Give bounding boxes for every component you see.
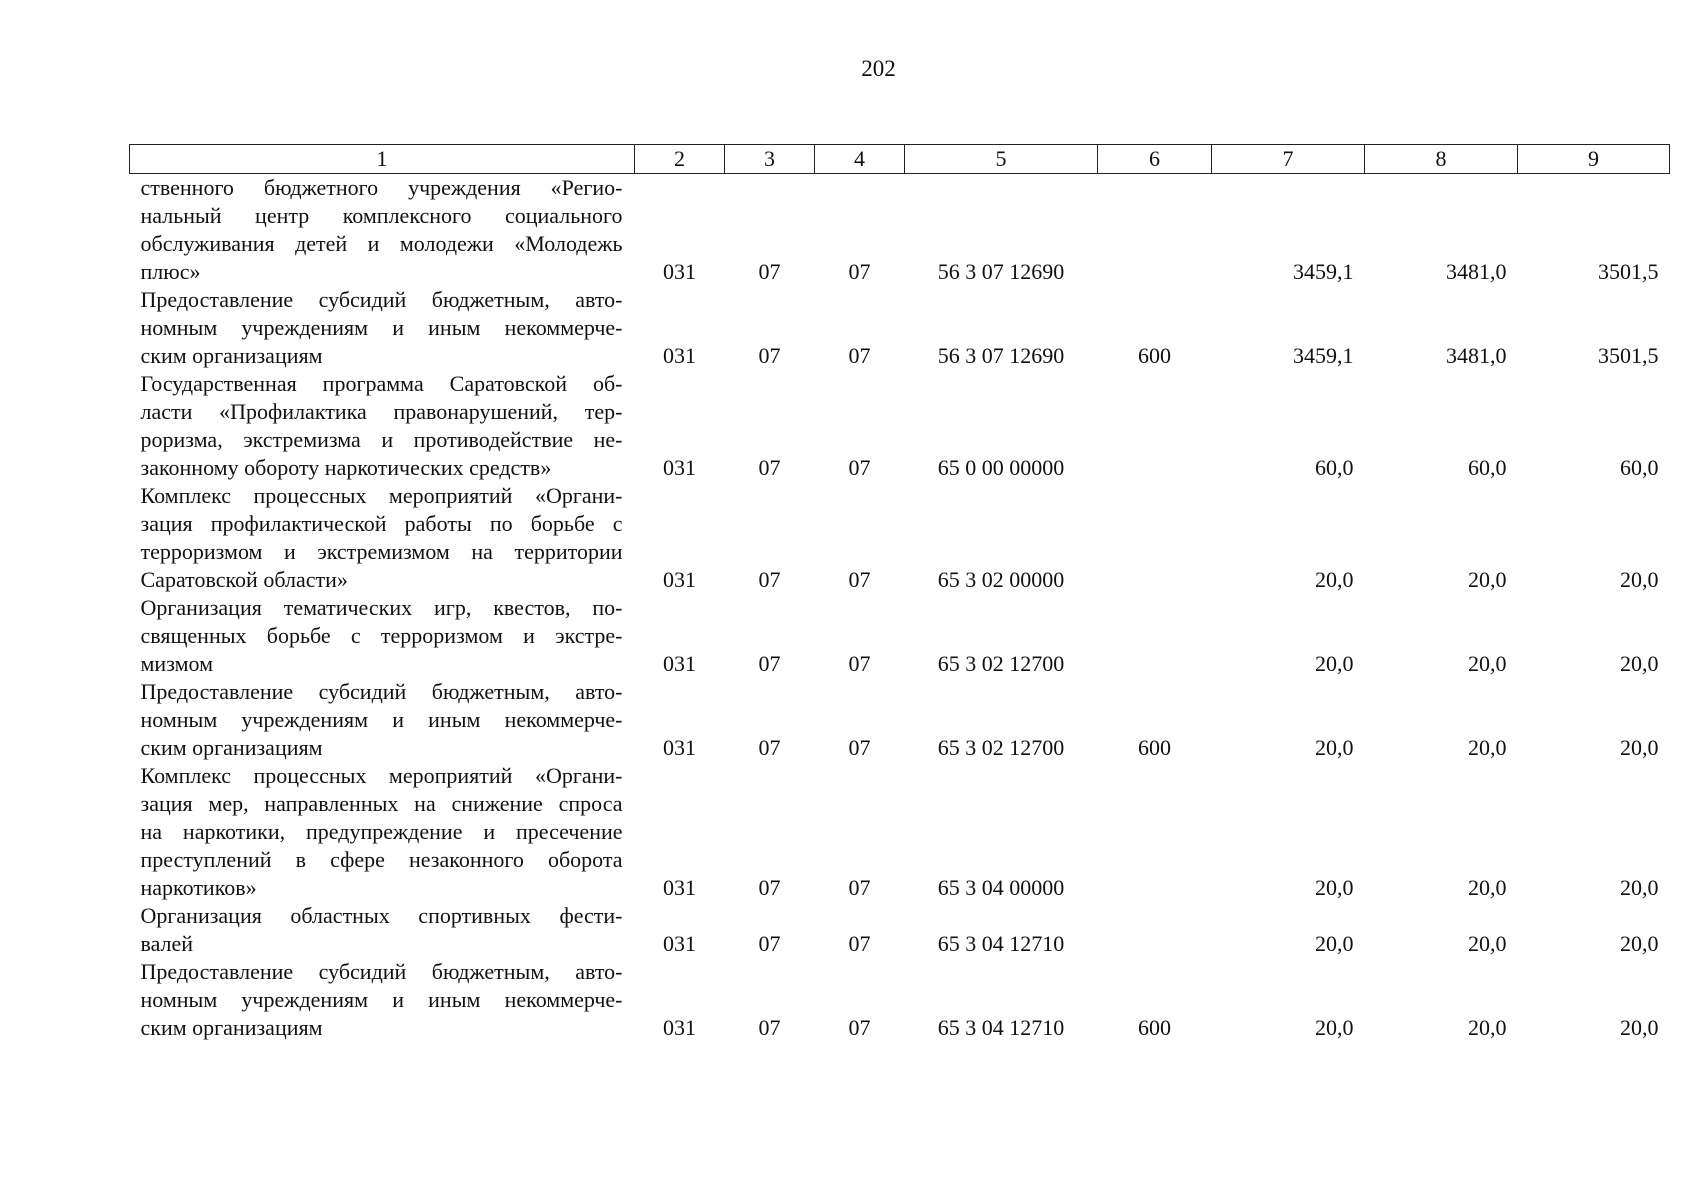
cell-description (130, 286, 635, 370)
cell-description (130, 174, 635, 287)
column-header-3: 3 (725, 145, 815, 174)
description-line: номным учреждениям и иным некоммерче- (140, 987, 623, 1012)
cell-description (130, 902, 635, 958)
table-row (130, 762, 1670, 902)
cell-grbs: 031 (663, 567, 696, 592)
cell-amount-year3: 20,0 (1620, 875, 1659, 900)
cell-description (130, 762, 635, 902)
table-row (130, 370, 1670, 482)
column-header-6: 6 (1098, 145, 1212, 174)
column-header-2: 2 (635, 145, 725, 174)
cell-description (130, 482, 635, 594)
cell-amount-year2: 3481,0 (1446, 343, 1507, 368)
cell-expense-type (1098, 902, 1212, 958)
cell-subsection: 07 (848, 343, 871, 368)
cell-amount-year1: 20,0 (1315, 1015, 1354, 1040)
description-line: обслуживания детей и молодежи «Молодежь (140, 231, 623, 256)
cell-target-article: 65 3 04 00000 (937, 875, 1065, 900)
description-line: наркотиков» (140, 875, 257, 900)
description-line: Предоставление субсидий бюджетным, авто- (140, 959, 623, 984)
cell-expense-type: 600 (1138, 1015, 1171, 1040)
cell-amount-year3: 3501,5 (1598, 259, 1659, 284)
description-line: Комплекс процессных мероприятий «Органи- (140, 763, 623, 788)
cell-amount-year3: 60,0 (1620, 455, 1659, 480)
cell-subsection: 07 (848, 455, 871, 480)
cell-grbs: 031 (663, 259, 696, 284)
cell-subsection: 07 (848, 875, 871, 900)
description-line: нальный центр комплексного социального (140, 203, 623, 228)
cell-expense-type (1098, 762, 1212, 902)
description-line: законному обороту наркотических средств» (140, 455, 552, 480)
table-header (130, 145, 1670, 174)
description-line: номным учреждениям и иным некоммерче- (140, 315, 623, 340)
cell-subsection: 07 (848, 259, 871, 284)
cell-grbs: 031 (663, 1015, 696, 1040)
description-line: на наркотики, предупреждение и пресечение (140, 819, 623, 844)
description-line: роризма, экстремизма и противодействие не- (140, 427, 623, 452)
cell-target-article: 56 3 07 12690 (937, 343, 1065, 368)
cell-subsection: 07 (848, 931, 871, 956)
cell-description (130, 678, 635, 762)
cell-section: 07 (758, 875, 781, 900)
description-line: зация профилактической работы по борьбе с (140, 511, 623, 536)
table-row (130, 174, 1670, 287)
cell-amount-year1: 3459,1 (1293, 259, 1354, 284)
cell-expense-type (1098, 370, 1212, 482)
cell-expense-type (1098, 174, 1212, 287)
description-line: плюс» (140, 259, 201, 284)
cell-target-article: 65 3 02 12700 (937, 735, 1065, 760)
cell-target-article: 65 3 04 12710 (937, 1015, 1065, 1040)
cell-grbs: 031 (663, 875, 696, 900)
column-header-1: 1 (130, 145, 635, 174)
cell-amount-year2: 20,0 (1468, 875, 1507, 900)
description-line: ласти «Профилактика правонарушений, тер- (140, 399, 623, 424)
cell-section: 07 (758, 343, 781, 368)
cell-amount-year1: 20,0 (1315, 735, 1354, 760)
table-body (130, 174, 1670, 1043)
column-header-9: 9 (1518, 145, 1670, 174)
cell-section: 07 (758, 931, 781, 956)
cell-grbs: 031 (663, 455, 696, 480)
description-line: терроризмом и экстремизмом на территории (140, 539, 623, 564)
cell-amount-year2: 20,0 (1468, 567, 1507, 592)
description-line: ским организациям (140, 735, 323, 760)
cell-subsection: 07 (848, 651, 871, 676)
description-line: Предоставление субсидий бюджетным, авто- (140, 287, 623, 312)
cell-amount-year2: 20,0 (1468, 735, 1507, 760)
cell-target-article: 65 3 04 12710 (937, 931, 1065, 956)
table-row (130, 678, 1670, 762)
cell-expense-type (1098, 594, 1212, 678)
description-line: валей (140, 931, 194, 956)
cell-grbs: 031 (663, 343, 696, 368)
description-line: мизмом (140, 651, 213, 676)
cell-grbs: 031 (663, 735, 696, 760)
column-header-7: 7 (1212, 145, 1365, 174)
cell-target-article: 65 3 02 12700 (937, 651, 1065, 676)
cell-section: 07 (758, 1015, 781, 1040)
cell-section: 07 (758, 455, 781, 480)
cell-amount-year2: 20,0 (1468, 931, 1507, 956)
cell-amount-year1: 20,0 (1315, 651, 1354, 676)
cell-description (130, 958, 635, 1042)
description-line: зация мер, направленных на снижение спроса (140, 791, 623, 816)
cell-amount-year1: 20,0 (1315, 567, 1354, 592)
description-line: Комплекс процессных мероприятий «Органи- (140, 483, 623, 508)
cell-section: 07 (758, 735, 781, 760)
column-header-5: 5 (905, 145, 1098, 174)
cell-grbs: 031 (663, 931, 696, 956)
cell-amount-year3: 3501,5 (1598, 343, 1659, 368)
cell-amount-year3: 20,0 (1620, 651, 1659, 676)
column-header-4: 4 (815, 145, 905, 174)
cell-expense-type: 600 (1138, 735, 1171, 760)
cell-amount-year1: 3459,1 (1293, 343, 1354, 368)
cell-amount-year2: 3481,0 (1446, 259, 1507, 284)
cell-subsection: 07 (848, 1015, 871, 1040)
cell-target-article: 65 0 00 00000 (937, 455, 1065, 480)
cell-subsection: 07 (848, 735, 871, 760)
column-header-8: 8 (1365, 145, 1518, 174)
table-row (130, 482, 1670, 594)
cell-description (130, 594, 635, 678)
table-row (130, 286, 1670, 370)
description-line: Предоставление субсидий бюджетным, авто- (140, 679, 623, 704)
cell-grbs: 031 (663, 651, 696, 676)
description-line: преступлений в сфере незаконного оборота (140, 847, 623, 872)
cell-target-article: 56 3 07 12690 (937, 259, 1065, 284)
cell-amount-year3: 20,0 (1620, 567, 1659, 592)
cell-amount-year3: 20,0 (1620, 1015, 1659, 1040)
header-row (130, 145, 1670, 174)
description-line: Государственная программа Саратовской об- (140, 371, 623, 396)
cell-section: 07 (758, 651, 781, 676)
cell-amount-year2: 20,0 (1468, 651, 1507, 676)
cell-description (130, 370, 635, 482)
cell-amount-year2: 20,0 (1468, 1015, 1507, 1040)
cell-expense-type (1098, 482, 1212, 594)
description-line: ским организациям (140, 1015, 323, 1040)
cell-expense-type: 600 (1138, 343, 1171, 368)
description-line: ским организациям (140, 343, 323, 368)
cell-subsection: 07 (848, 567, 871, 592)
cell-amount-year1: 60,0 (1315, 455, 1354, 480)
table-row (130, 594, 1670, 678)
table-row (130, 902, 1670, 958)
description-line: номным учреждениям и иным некоммерче- (140, 707, 623, 732)
description-line: Организация областных спортивных фести- (140, 903, 623, 928)
budget-table (129, 144, 1670, 1042)
cell-amount-year1: 20,0 (1315, 875, 1354, 900)
cell-target-article: 65 3 02 00000 (937, 567, 1065, 592)
cell-amount-year3: 20,0 (1620, 735, 1659, 760)
description-line: ственного бюджетного учреждения «Регио- (140, 175, 623, 200)
table-row (130, 958, 1670, 1042)
description-line: Саратовской области» (140, 567, 348, 592)
description-line: священных борьбе с терроризмом и экстре- (140, 623, 623, 648)
cell-amount-year3: 20,0 (1620, 931, 1659, 956)
cell-amount-year2: 60,0 (1468, 455, 1507, 480)
cell-section: 07 (758, 567, 781, 592)
cell-section: 07 (758, 259, 781, 284)
description-line: Организация тематических игр, квестов, по- (140, 595, 623, 620)
page-number: 202 (861, 56, 896, 81)
cell-amount-year1: 20,0 (1315, 931, 1354, 956)
